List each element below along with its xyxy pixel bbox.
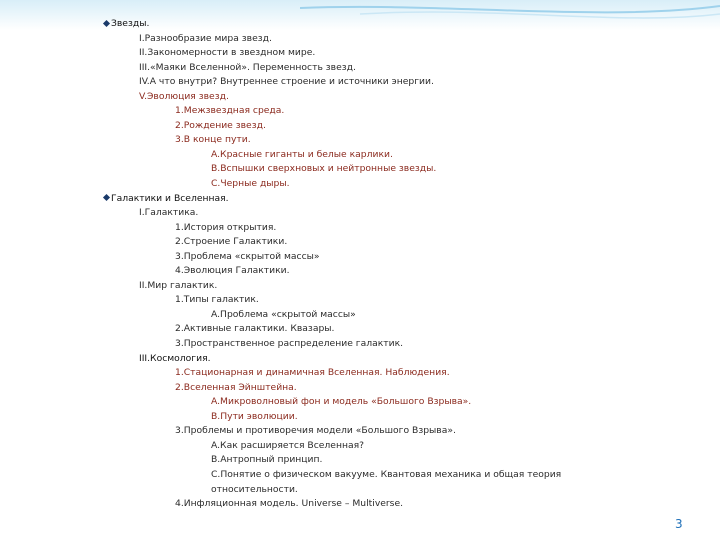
outline-item-text: 2.Строение Галактики.	[175, 236, 288, 248]
outline-item	[104, 46, 704, 61]
bullet-icon	[103, 194, 110, 201]
course-outline	[104, 17, 704, 512]
outline-item	[104, 468, 591, 497]
outline-item	[104, 206, 704, 221]
outline-item-text: B.Вспышки сверхновых и нейтронные звезды.	[211, 163, 437, 175]
outline-item-text: I.Галактика.	[139, 207, 199, 219]
outline-item-text: A.Микроволновый фон и модель «Большого Взрыва».	[211, 396, 472, 408]
outline-item	[104, 293, 704, 308]
outline-item	[104, 250, 704, 265]
outline-item-text: 2.Вселенная Эйнштейна.	[175, 381, 297, 393]
outline-item-text: 1.История открытия.	[175, 221, 277, 233]
outline-item-text: A.Проблема «скрытой массы»	[211, 308, 356, 320]
outline-item	[104, 119, 704, 134]
outline-item-text: IV.А что внутри? Внутреннее строение и источники энергии.	[139, 76, 434, 88]
outline-item-text: 3.Проблемы и противоречия модели «Большого Взрыва».	[175, 425, 456, 437]
outline-item-text: 2.Рождение звезд.	[175, 119, 266, 131]
outline-item-text: Звезды.	[111, 18, 150, 29]
outline-item-text: 3.Пространственное распределение галактик.	[175, 338, 404, 350]
outline-item	[104, 381, 704, 396]
outline-item-text: 1.Типы галактик.	[175, 294, 259, 306]
outline-item	[104, 308, 591, 323]
outline-item-text: III.Космология.	[139, 352, 211, 364]
outline-item	[104, 148, 591, 163]
outline-item	[104, 61, 704, 76]
outline-item-text: 2.Активные галактики. Квазары.	[175, 323, 335, 335]
outline-item-text: II.Мир галактик.	[139, 279, 218, 291]
outline-item	[104, 90, 704, 105]
outline-item	[104, 279, 704, 294]
outline-item-text: I.Разнообразие мира звезд.	[139, 32, 272, 44]
outline-item	[104, 337, 704, 352]
outline-item	[104, 162, 591, 177]
bullet-icon	[103, 19, 110, 26]
outline-item-text: V.Эволюция звезд.	[139, 90, 229, 102]
outline-item	[104, 221, 704, 236]
outline-item	[104, 133, 704, 148]
outline-item-text: C.Понятие о физическом вакууме. Квантовая механика и общая теория относительности.	[211, 468, 562, 495]
outline-item-text: 4.Инфляционная модель. Universe – Multiverse.	[175, 498, 404, 510]
outline-item-text: A.Красные гиганты и белые карлики.	[211, 148, 393, 160]
outline-item-text: 1.Стационарная и динамичная Вселенная. Наблюдения.	[175, 367, 450, 379]
outline-item	[104, 352, 704, 367]
outline-item	[104, 235, 704, 250]
outline-item	[104, 104, 704, 119]
outline-item	[104, 32, 704, 47]
outline-item-text: 1.Межзвездная среда.	[175, 105, 285, 117]
outline-item-text: Галактики и Вселенная.	[111, 192, 229, 204]
outline-item-text: 3.В конце пути.	[175, 134, 251, 146]
outline-item	[104, 395, 591, 410]
outline-item	[104, 424, 704, 439]
outline-item	[104, 322, 704, 337]
outline-item	[104, 439, 591, 454]
outline-item-text: III.«Маяки Вселенной». Переменность звезд.	[139, 61, 356, 73]
outline-item	[104, 264, 704, 279]
outline-item	[104, 366, 704, 381]
outline-item-text: C.Черные дыры.	[211, 178, 290, 190]
outline-item-text: 4.Эволюция Галактики.	[175, 265, 290, 277]
section-heading	[104, 192, 704, 207]
outline-item-text: II.Закономерности в звездном мире.	[139, 47, 316, 59]
outline-item	[104, 410, 591, 425]
outline-item-text: 3.Проблема «скрытой массы»	[175, 250, 320, 262]
outline-item	[104, 75, 704, 90]
outline-item	[104, 453, 591, 468]
outline-item-text: A.Как расширяется Вселенная?	[211, 439, 364, 451]
section-heading	[104, 17, 704, 32]
outline-item-text: B.Антропный принцип.	[211, 454, 323, 466]
outline-item	[104, 177, 591, 192]
page-number: 3	[675, 517, 683, 531]
outline-item	[104, 497, 704, 512]
outline-item-text: B.Пути эволюции.	[211, 410, 298, 422]
